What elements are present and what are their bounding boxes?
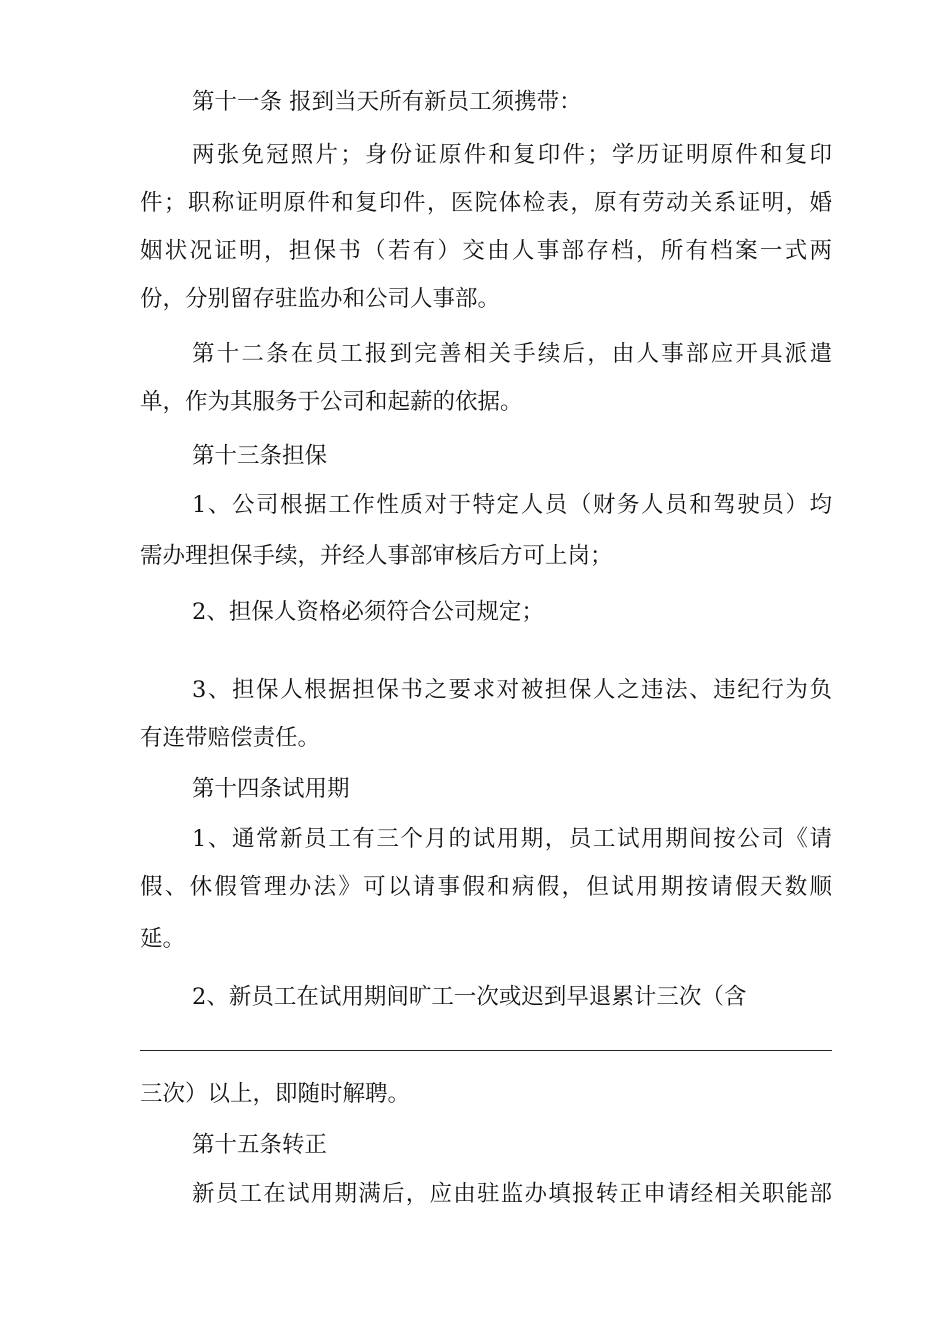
article-11-heading: 第十一条 报到当天所有新员工须携带： (192, 89, 582, 115)
article-13-item-line: 有连带赔偿责任。 (140, 725, 321, 751)
article-13-heading: 第十三条担保 (192, 443, 328, 469)
article-15-text-line: 新员工在试用期满后，应由驻监办填报转正申请经相关职能部 (192, 1181, 832, 1207)
article-12-text-line: 第十二条在员工报到完善相关手续后，由人事部应开具派遣 (192, 341, 832, 367)
article-11-text-line: 件；职称证明原件和复印件，医院体检表，原有劳动关系证明，婚 (140, 190, 832, 216)
article-14-item-line: 假、休假管理办法》可以请事假和病假，但试用期按请假天数顺 (140, 874, 832, 900)
article-11-text-line: 两张免冠照片；身份证原件和复印件；学历证明原件和复印 (192, 142, 832, 168)
article-15-heading: 第十五条转正 (192, 1132, 328, 1158)
article-12-text-line: 单，作为其服务于公司和起薪的依据。 (140, 389, 523, 415)
article-11-text-line: 姻状况证明，担保书（若有）交由人事部存档，所有档案一式两 (140, 238, 832, 264)
article-13-item-line: 需办理担保手续，并经人事部审核后方可上岗； (140, 543, 613, 569)
article-11-text-line: 份，分别留存驻监办和公司人事部。 (140, 286, 501, 312)
article-13-item-line: 1、公司根据工作性质对于特定人员（财务人员和驾驶员）均 (192, 492, 832, 518)
article-14-item-line: 延。 (140, 926, 186, 952)
article-14-item-line: 三次）以上，即随时解聘。 (140, 1081, 411, 1107)
article-13-item-line: 3、担保人根据担保书之要求对被担保人之违法、违纪行为负 (192, 677, 832, 703)
article-13-item-line: 2、担保人资格必须符合公司规定； (192, 599, 544, 625)
article-14-item-line: 2、新员工在试用期间旷工一次或迟到早退累计三次（含 (192, 984, 747, 1010)
article-14-heading: 第十四条试用期 (192, 776, 350, 802)
page-divider (140, 1050, 832, 1051)
article-14-item-line: 1、通常新员工有三个月的试用期，员工试用期间按公司《请 (192, 826, 832, 852)
